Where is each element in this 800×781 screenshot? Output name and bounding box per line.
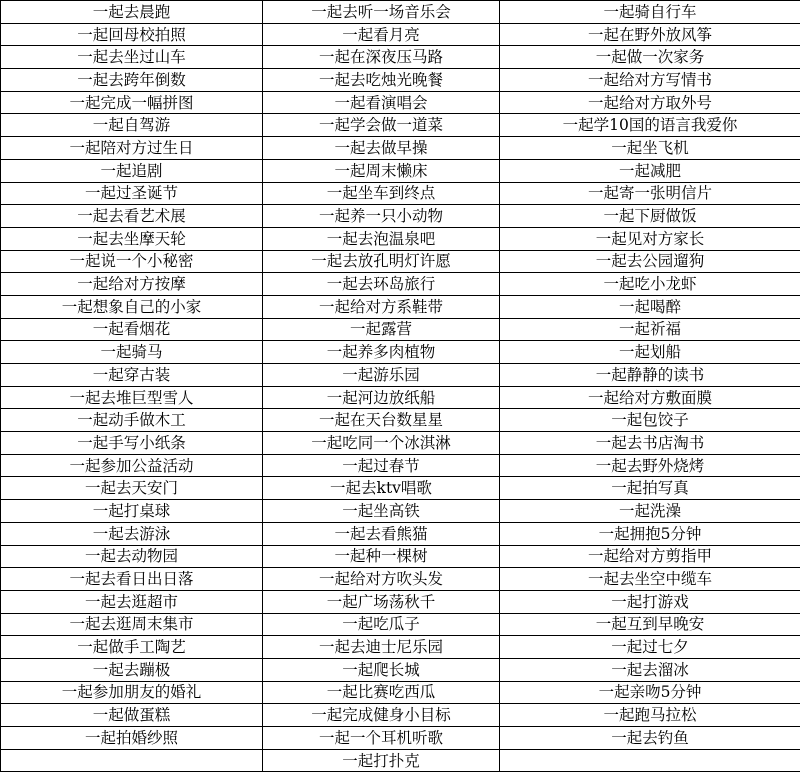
table-cell: 一起祈福	[500, 318, 800, 341]
table-cell: 一起给对方敷面膜	[500, 386, 800, 409]
table-cell: 一起拍写真	[500, 477, 800, 500]
table-row	[1, 69, 800, 92]
table-row	[1, 409, 800, 432]
table-cell: 一起拥抱5分钟	[500, 522, 800, 545]
table-cell: 一起想象自己的小家	[1, 295, 263, 318]
table-cell: 一起河边放纸船	[263, 386, 500, 409]
table-cell: 一起做一次家务	[500, 46, 800, 69]
table-cell: 一起给对方取外号	[500, 91, 800, 114]
table-cell: 一起下厨做饭	[500, 205, 800, 228]
table-cell: 一起做手工陶艺	[1, 636, 263, 659]
table-cell: 一起去逛周末集市	[1, 613, 263, 636]
table-row	[1, 46, 800, 69]
table-row	[1, 432, 800, 455]
table-row	[1, 295, 800, 318]
table-cell: 一起露营	[263, 318, 500, 341]
table-cell: 一起吃同一个冰淇淋	[263, 432, 500, 455]
table-cell: 一起减肥	[500, 159, 800, 182]
table-cell: 一起爬长城	[263, 658, 500, 681]
table-cell: 一起去晨跑	[1, 1, 263, 24]
table-row	[1, 182, 800, 205]
table-row	[1, 1, 800, 24]
table-row	[1, 545, 800, 568]
table-cell: 一起去放孔明灯许愿	[263, 250, 500, 273]
table-cell: 一起说一个小秘密	[1, 250, 263, 273]
table-row	[1, 590, 800, 613]
table-cell: 一起去跨年倒数	[1, 69, 263, 92]
table-cell	[1, 749, 263, 772]
table-cell: 一起静静的读书	[500, 364, 800, 387]
table-cell: 一起去泡温泉吧	[263, 227, 500, 250]
table-cell: 一起自驾游	[1, 114, 263, 137]
table-cell: 一起坐高铁	[263, 500, 500, 523]
table-cell: 一起去游泳	[1, 522, 263, 545]
table-row	[1, 681, 800, 704]
table-cell: 一起种一棵树	[263, 545, 500, 568]
table-cell: 一起去坐过山车	[1, 46, 263, 69]
table-cell: 一起打扑克	[263, 749, 500, 772]
table-cell: 一起养多肉植物	[263, 341, 500, 364]
table-cell: 一起吃瓜子	[263, 613, 500, 636]
table-row	[1, 273, 800, 296]
table-cell: 一起见对方家长	[500, 227, 800, 250]
table-cell: 一起去书店淘书	[500, 432, 800, 455]
table-cell: 一起去堆巨型雪人	[1, 386, 263, 409]
table-cell: 一起吃小龙虾	[500, 273, 800, 296]
table-cell: 一起广场荡秋千	[263, 590, 500, 613]
table-cell: 一起比赛吃西瓜	[263, 681, 500, 704]
activity-table-body	[1, 1, 800, 772]
table-cell: 一起给对方剪指甲	[500, 545, 800, 568]
table-cell: 一起学10国的语言我爱你	[500, 114, 800, 137]
table-row	[1, 114, 800, 137]
table-cell: 一起去公园遛狗	[500, 250, 800, 273]
table-row	[1, 386, 800, 409]
table-cell: 一起过春节	[263, 454, 500, 477]
table-cell: 一起看月亮	[263, 23, 500, 46]
table-cell: 一起喝醉	[500, 295, 800, 318]
table-cell: 一起亲吻5分钟	[500, 681, 800, 704]
table-row	[1, 636, 800, 659]
table-cell: 一起一个耳机听歌	[263, 727, 500, 750]
table-cell: 一起去逛超市	[1, 590, 263, 613]
table-cell: 一起在野外放风筝	[500, 23, 800, 46]
table-row	[1, 658, 800, 681]
table-cell: 一起骑马	[1, 341, 263, 364]
table-cell: 一起划船	[500, 341, 800, 364]
table-cell: 一起追剧	[1, 159, 263, 182]
table-cell: 一起打桌球	[1, 500, 263, 523]
table-row	[1, 704, 800, 727]
table-cell: 一起去蹦极	[1, 658, 263, 681]
table-cell: 一起穿古装	[1, 364, 263, 387]
table-cell: 一起坐飞机	[500, 137, 800, 160]
table-row	[1, 23, 800, 46]
table-cell: 一起去溜冰	[500, 658, 800, 681]
table-cell: 一起手写小纸条	[1, 432, 263, 455]
table-cell: 一起完成健身小目标	[263, 704, 500, 727]
table-cell: 一起坐车到终点	[263, 182, 500, 205]
table-cell: 一起去坐空中缆车	[500, 568, 800, 591]
table-cell: 一起洗澡	[500, 500, 800, 523]
table-row	[1, 91, 800, 114]
table-cell: 一起参加朋友的婚礼	[1, 681, 263, 704]
table-row	[1, 477, 800, 500]
table-row	[1, 250, 800, 273]
table-cell: 一起给对方写情书	[500, 69, 800, 92]
table-cell: 一起包饺子	[500, 409, 800, 432]
table-cell: 一起跑马拉松	[500, 704, 800, 727]
table-cell: 一起给对方吹头发	[263, 568, 500, 591]
table-cell: 一起给对方按摩	[1, 273, 263, 296]
table-cell: 一起打游戏	[500, 590, 800, 613]
table-cell: 一起去动物园	[1, 545, 263, 568]
table-cell: 一起互到早晚安	[500, 613, 800, 636]
table-cell: 一起过七夕	[500, 636, 800, 659]
table-cell: 一起学会做一道菜	[263, 114, 500, 137]
table-cell: 一起去做早操	[263, 137, 500, 160]
table-row	[1, 341, 800, 364]
table-cell: 一起去迪士尼乐园	[263, 636, 500, 659]
table-row	[1, 749, 800, 772]
table-cell: 一起养一只小动物	[263, 205, 500, 228]
table-cell: 一起在深夜压马路	[263, 46, 500, 69]
table-cell: 一起给对方系鞋带	[263, 295, 500, 318]
table-cell: 一起去听一场音乐会	[263, 1, 500, 24]
table-cell: 一起骑自行车	[500, 1, 800, 24]
table-cell: 一起去吃烛光晚餐	[263, 69, 500, 92]
table-row	[1, 205, 800, 228]
table-row	[1, 159, 800, 182]
table-cell: 一起看烟花	[1, 318, 263, 341]
table-row	[1, 500, 800, 523]
table-cell: 一起去环岛旅行	[263, 273, 500, 296]
table-row	[1, 364, 800, 387]
table-cell: 一起回母校拍照	[1, 23, 263, 46]
table-cell	[500, 749, 800, 772]
table-cell: 一起过圣诞节	[1, 182, 263, 205]
table-row	[1, 318, 800, 341]
table-cell: 一起去坐摩天轮	[1, 227, 263, 250]
table-cell: 一起去看日出日落	[1, 568, 263, 591]
table-cell: 一起参加公益活动	[1, 454, 263, 477]
table-row	[1, 137, 800, 160]
table-cell: 一起陪对方过生日	[1, 137, 263, 160]
table-cell: 一起完成一幅拼图	[1, 91, 263, 114]
table-row	[1, 568, 800, 591]
table-cell: 一起去钓鱼	[500, 727, 800, 750]
table-cell: 一起游乐园	[263, 364, 500, 387]
table-cell: 一起去看艺术展	[1, 205, 263, 228]
table-cell: 一起去野外烧烤	[500, 454, 800, 477]
table-cell: 一起做蛋糕	[1, 704, 263, 727]
table-row	[1, 454, 800, 477]
table-row	[1, 613, 800, 636]
table-cell: 一起动手做木工	[1, 409, 263, 432]
table-row	[1, 522, 800, 545]
table-cell: 一起去看熊猫	[263, 522, 500, 545]
table-cell: 一起看演唱会	[263, 91, 500, 114]
table-cell: 一起去天安门	[1, 477, 263, 500]
table-cell: 一起周末懒床	[263, 159, 500, 182]
table-cell: 一起拍婚纱照	[1, 727, 263, 750]
table-cell: 一起去ktv唱歌	[263, 477, 500, 500]
table-cell: 一起寄一张明信片	[500, 182, 800, 205]
table-cell: 一起在天台数星星	[263, 409, 500, 432]
table-row	[1, 727, 800, 750]
table-row	[1, 227, 800, 250]
